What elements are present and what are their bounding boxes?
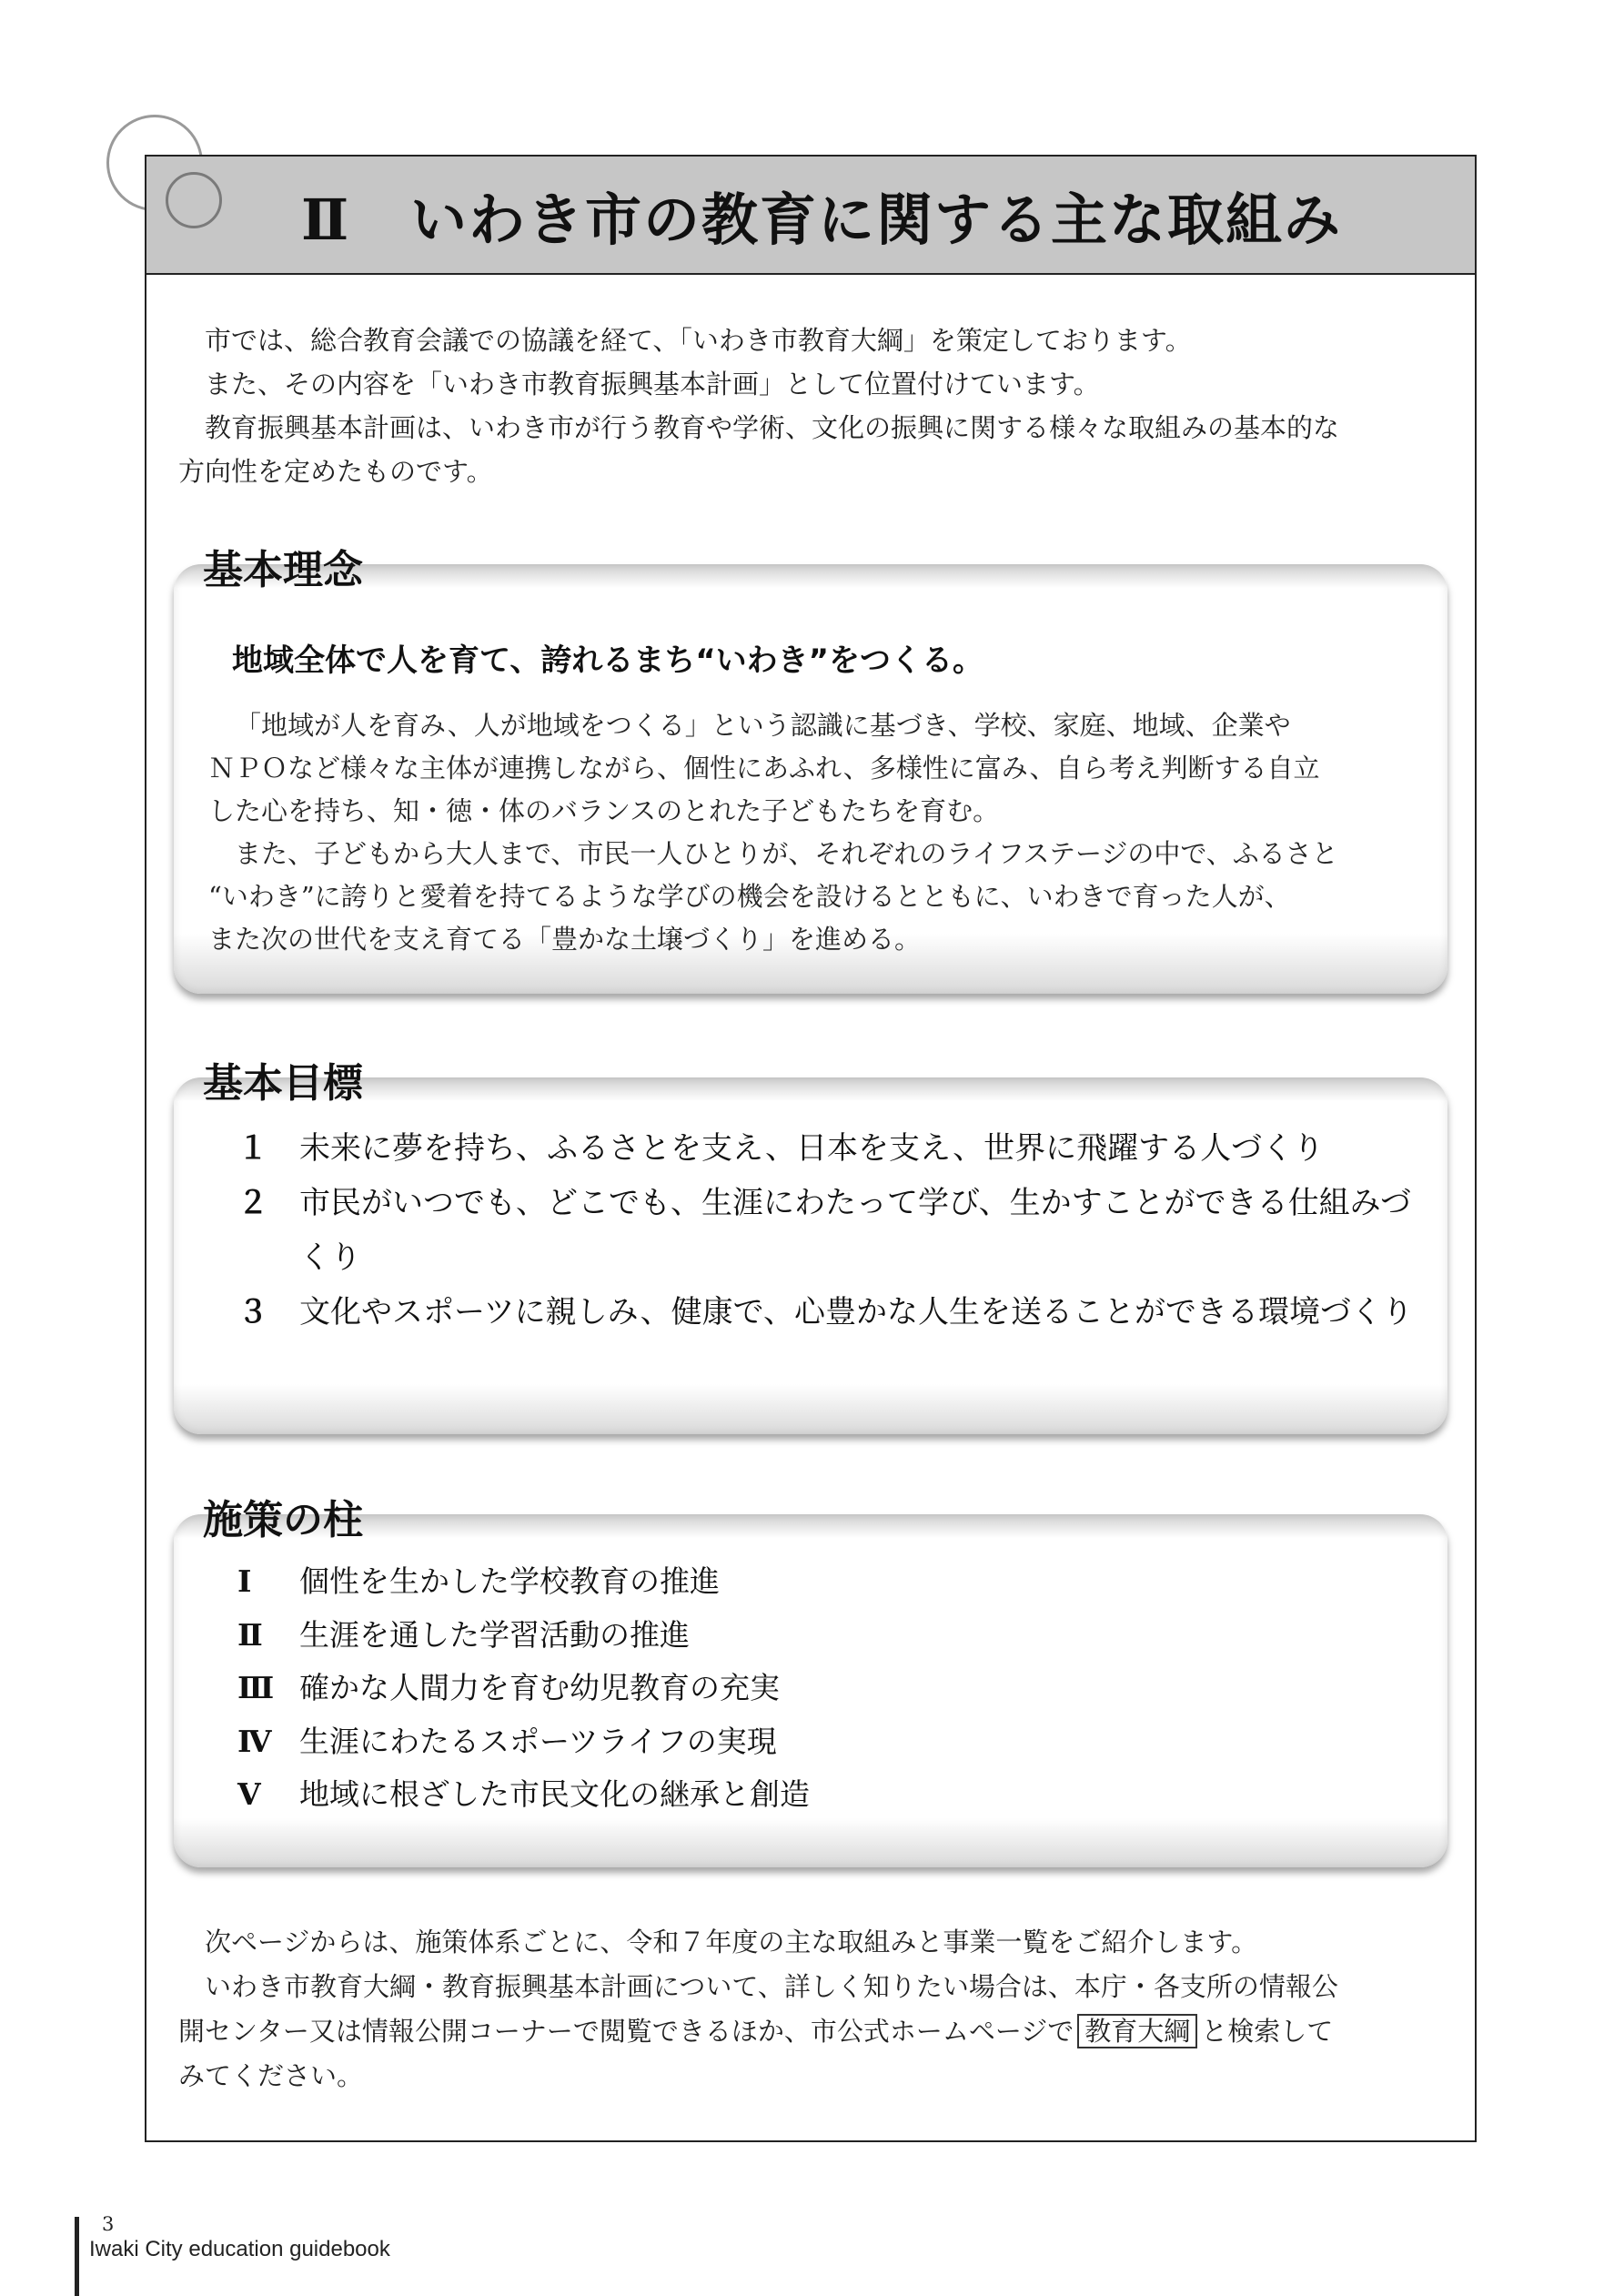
page-title: [301, 175, 1342, 256]
page-number: 3: [102, 2213, 115, 2235]
footer-line: みてください。: [178, 2060, 364, 2091]
pillar-number: Ⅴ: [237, 1776, 261, 1812]
pillar-number: Ⅱ: [237, 1616, 263, 1653]
page-side-rule: [75, 2217, 79, 2296]
philosophy-body: [208, 704, 1418, 961]
pillar-item: [237, 1768, 1420, 1822]
basic-goals-box: [174, 1077, 1447, 1434]
pillar-text: 生涯にわたるスポーツライフの実現: [299, 1723, 777, 1759]
footer-line-part: と検索して: [1201, 2016, 1334, 2047]
pillar-text: 個性を生かした学校教育の推進: [299, 1563, 720, 1599]
search-keyword-box: 教育大綱: [1077, 2014, 1197, 2048]
intro-line: 市では、総合教育会議での協議を経て、「いわき市教育大綱」を策定しております。: [205, 325, 1192, 356]
footer-line: [178, 2009, 1452, 2054]
intro-line: 方向性を定めたものです。: [178, 456, 493, 487]
philosophy-motto: 地域全体で人を育て、誇れるまち“いわき”をつくる。: [232, 642, 984, 679]
pillar-number: Ⅲ: [237, 1670, 275, 1705]
pillar-item: [237, 1555, 1420, 1609]
goal-item: [237, 1176, 1420, 1285]
philosophy-line: また次の世代を支え育てる「豊かな土壌づくり」を進める。: [208, 924, 922, 955]
content-frame: [145, 155, 1477, 2142]
goal-text: 未来に夢を持ち、ふるさとを支え、日本を支え、世界に飛躍する人づくり: [299, 1130, 1325, 1167]
philosophy-line: 「地域が人を育み、人が地域をつくる」という認識に基づき、学校、家庭、地域、企業や: [235, 710, 1291, 741]
basic-philosophy-box: [174, 564, 1447, 994]
goal-number: ２: [237, 1185, 268, 1221]
guidebook-label: Iwaki City education guidebook: [89, 2237, 390, 2261]
goals-list: [237, 1121, 1420, 1340]
footer-text: [178, 1920, 1452, 2099]
pillar-text: 生涯を通した学習活動の推進: [299, 1616, 690, 1653]
intro-text: [178, 319, 1452, 493]
pillar-text: 地域に根ざした市民文化の継承と創造: [299, 1776, 810, 1812]
pillar-text: 確かな人間力を育む幼児教育の充実: [299, 1670, 780, 1705]
section-number: Ⅱ: [301, 187, 351, 253]
decorative-circle-small: [166, 172, 222, 228]
philosophy-line: また、子どもから大人まで、市民一人ひとりが、それぞれのライフステージの中で、ふるさと: [235, 838, 1338, 869]
footer-line: 次ページからは、施策体系ごとに、令和７年度の主な取組みと事業一覧をご紹介します。: [205, 1927, 1258, 1957]
goal-item: [237, 1121, 1420, 1176]
footer-line-part: 開センター又は情報公開コーナーで閲覧できるほか、市公式ホームページで: [178, 2016, 1074, 2047]
heading-policy-pillars: 施策の柱: [203, 1497, 363, 1543]
goal-number: ３: [237, 1294, 268, 1330]
goal-text: 市民がいつでも、どこでも、生涯にわたって学び、生かすことができる仕組みづくり: [299, 1185, 1411, 1276]
policy-pillars-box: [174, 1514, 1447, 1867]
intro-line: また、その内容を「いわき市教育振興基本計画」として位置付けています。: [205, 369, 1100, 400]
philosophy-line: “いわき”に誇りと愛着を持てるような学びの機会を設けるとともに、いわきで育った人が、: [208, 881, 1291, 912]
footer-line: いわき市教育大綱・教育振興基本計画について、詳しく知りたい場合は、本庁・各支所の情報公: [205, 1971, 1338, 2002]
goal-item: [237, 1285, 1420, 1340]
pillar-item: [237, 1609, 1420, 1663]
pillar-item: [237, 1715, 1420, 1769]
title-label: いわき市の教育に関する主な取組み: [410, 187, 1343, 253]
pillar-item: [237, 1662, 1420, 1715]
philosophy-line: した心を持ち、知・徳・体のバランスのとれた子どもたちを育む。: [208, 795, 1000, 826]
pillar-number: Ⅳ: [237, 1723, 272, 1759]
title-bar: [146, 157, 1475, 275]
goal-number: １: [237, 1130, 268, 1167]
intro-line: 教育振興基本計画は、いわき市が行う教育や学術、文化の振興に関する様々な取組みの基本的な: [205, 412, 1340, 443]
heading-basic-philosophy: 基本理念: [203, 547, 363, 593]
heading-basic-goals: 基本目標: [203, 1060, 363, 1107]
pillar-number: Ⅰ: [237, 1563, 252, 1599]
philosophy-line: ＮＰＯなど様々な主体が連携しながら、個性にあふれ、多様性に富み、自ら考え判断する自立: [208, 753, 1320, 784]
pillars-list: [237, 1555, 1420, 1822]
goal-text: 文化やスポーツに親しみ、健康で、心豊かな人生を送ることができる環境づくり: [299, 1294, 1413, 1330]
